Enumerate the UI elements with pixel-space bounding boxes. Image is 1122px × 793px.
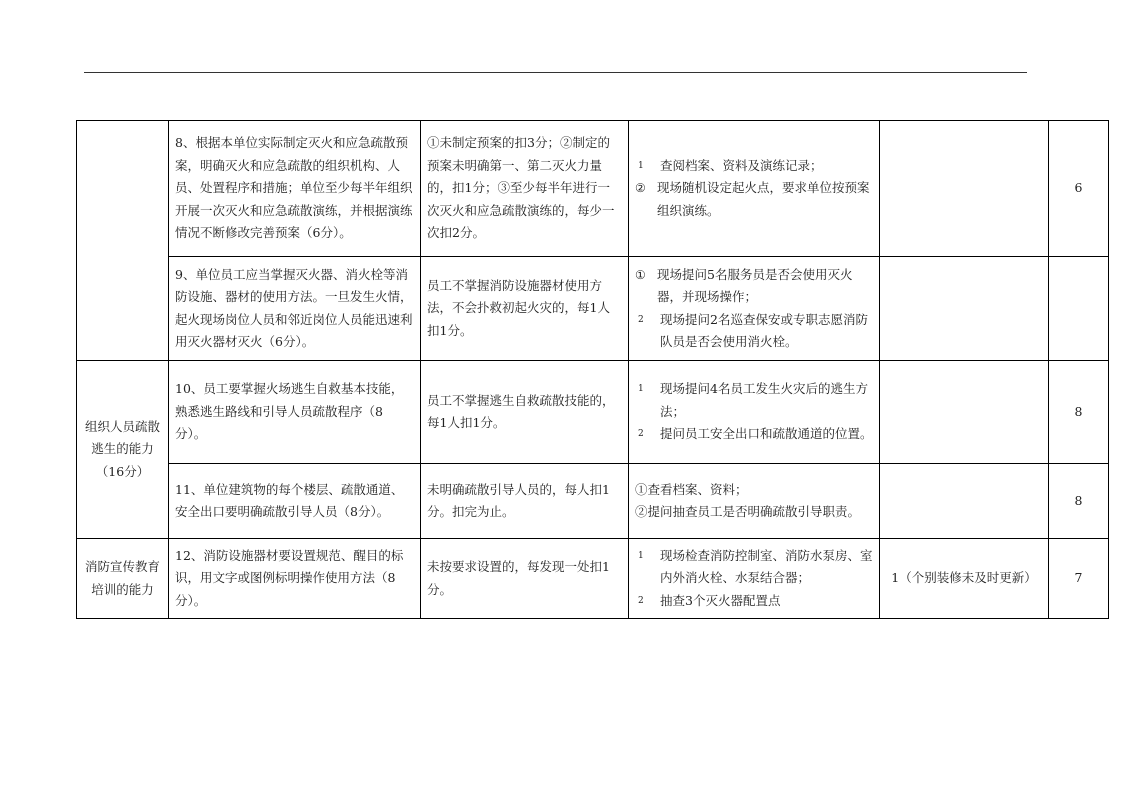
item-cell: 12、消防设施器材要设置规范、醒目的标识，用文字或图例标明操作使用方法（8分）。 — [169, 539, 421, 619]
method-text: 查阅档案、资料及演练记录； — [660, 157, 823, 173]
category-cell — [77, 121, 169, 361]
method-cell — [629, 257, 880, 361]
item-cell: 9、单位员工应当掌握灭火器、消火栓等消防设施、器材的使用方法。一旦发生火情，起火现场岗位人员和邻近岗位人员能迅速利用灭火器材灭火（6分）。 — [169, 257, 421, 361]
method-line — [635, 264, 873, 309]
method-text: 抽查3个灭火器配置点 — [660, 592, 781, 608]
method-cell — [629, 464, 880, 539]
method-number: 2 — [638, 314, 644, 325]
item-cell: 11、单位建筑物的每个楼层、疏散通道、安全出口要明确疏散引导人员（8分）。 — [169, 464, 421, 539]
method-number: 1 — [638, 160, 644, 171]
method-text: 现场随机设定起火点，要求单位按预案组织演练。 — [657, 180, 870, 218]
method-number: ② — [635, 181, 646, 196]
deduction-cell: 员工不掌握消防设施器材使用方法，不会扑救初起火灾的，每1人扣1分。 — [421, 257, 629, 361]
method-cell — [629, 121, 880, 257]
deduction-cell: 未按要求设置的，每发现一处扣1分。 — [421, 539, 629, 619]
item-cell: 8、根据本单位实际制定灭火和应急疏散预案，明确灭火和应急疏散的组织机构、人员、处置程序和措施；单位至少每半年组织开展一次灭火和应急疏散演练，并根据演练情况不断修改完善预案（6分）。 — [169, 121, 421, 257]
method-number: 2 — [638, 429, 644, 440]
remark-cell — [880, 464, 1049, 539]
method-number: 1 — [638, 384, 644, 395]
method-text: 现场提问5名服务员是否会使用灭火器，并现场操作； — [657, 266, 853, 304]
deduction-cell: 未明确疏散引导人员的，每人扣1分。扣完为止。 — [421, 464, 629, 539]
remark-cell — [880, 257, 1049, 361]
method-line: ①查看档案、资料； — [635, 481, 748, 497]
method-number: 1 — [638, 550, 644, 561]
method-line — [635, 309, 873, 354]
method-line — [635, 177, 873, 222]
deduction-cell: ①未制定预案的扣3分；②制定的预案未明确第一、第二灭火力量的，扣1分；③至少每半年进行一次灭火和应急疏散演练的，每少一次扣2分。 — [421, 121, 629, 257]
score-cell — [1049, 257, 1109, 361]
remark-cell — [880, 361, 1049, 464]
score-cell: 8 — [1049, 464, 1109, 539]
method-cell — [629, 361, 880, 464]
table-row — [77, 121, 1109, 257]
header-rule — [84, 72, 1027, 73]
method-text: 现场检查消防控制室、消防水泵房、室内外消火栓、水泵结合器； — [660, 547, 873, 586]
method-line — [635, 590, 873, 613]
fire-safety-score-table — [76, 120, 1109, 619]
method-text: 提问员工安全出口和疏散通道的位置。 — [660, 426, 873, 442]
method-line — [635, 155, 873, 178]
score-cell: 7 — [1049, 539, 1109, 619]
method-text: 现场提问4名员工发生火灾后的逃生方法； — [660, 381, 868, 419]
method-line: ②提问抽查员工是否明确疏散引导职责。 — [635, 504, 861, 519]
table-row — [77, 361, 1109, 464]
method-number: ① — [635, 267, 646, 282]
method-text: 现场提问2名巡查保安或专职志愿消防队员是否会使用消火栓。 — [660, 311, 868, 349]
score-cell: 8 — [1049, 361, 1109, 464]
method-line — [635, 545, 873, 590]
table-row — [77, 257, 1109, 361]
remark-cell — [880, 121, 1049, 257]
item-cell: 10、员工要掌握火场逃生自救基本技能，熟悉逃生路线和引导人员疏散程序（8分）。 — [169, 361, 421, 464]
method-number: 2 — [638, 595, 644, 606]
score-cell: 6 — [1049, 121, 1109, 257]
category-cell: 组织人员疏散逃生的能力（16分） — [77, 361, 169, 539]
method-line — [635, 378, 873, 423]
method-cell — [629, 539, 880, 619]
table-row — [77, 539, 1109, 619]
deduction-cell: 员工不掌握逃生自救疏散技能的，每1人扣1分。 — [421, 361, 629, 464]
method-line — [635, 423, 873, 446]
table-row — [77, 464, 1109, 539]
remark-cell: 1（个别装修未及时更新） — [880, 539, 1049, 619]
category-cell: 消防宣传教育培训的能力 — [77, 539, 169, 619]
